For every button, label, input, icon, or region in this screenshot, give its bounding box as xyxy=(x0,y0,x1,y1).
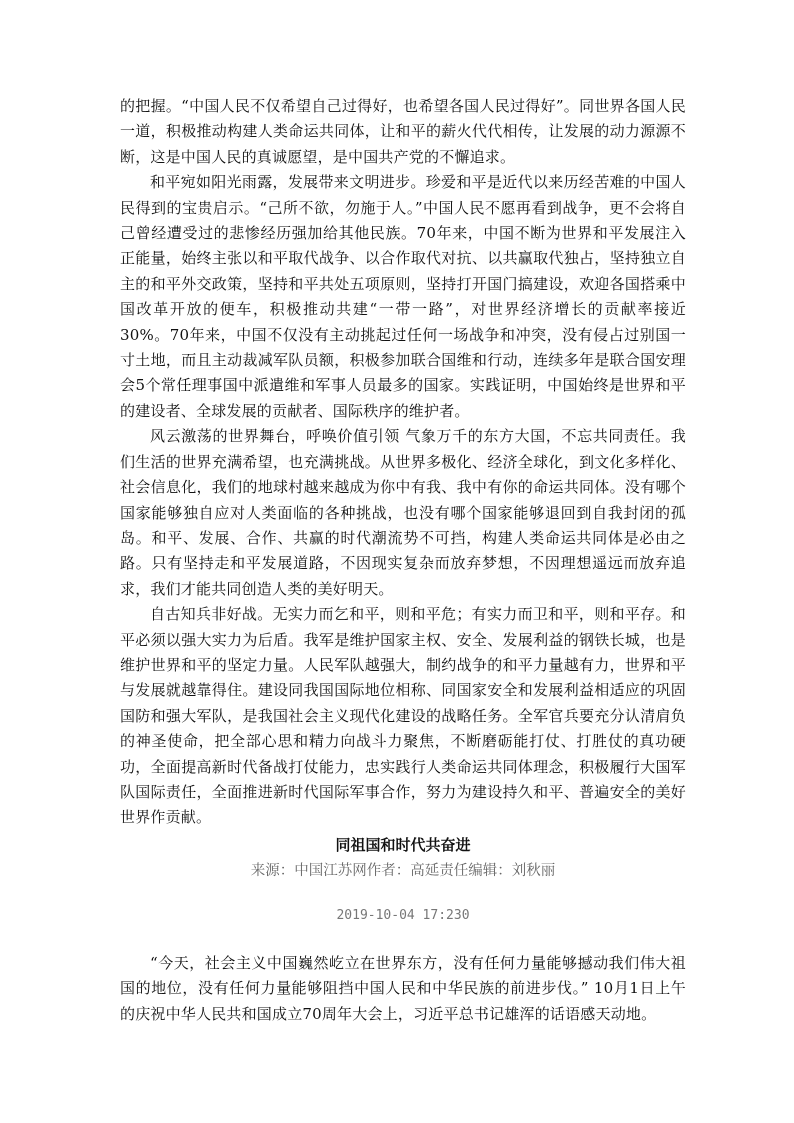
body-paragraph-1: 的把握。“中国人民不仅希望自己过得好，也希望各国人民过得好”。同世界各国人民一道，积极推动构建人类命运共同体，让和平的薪火代代相传，让发展的动力源源不断，这是中国人民的真诚愿望，是中国共产党的不懈追求。 xyxy=(120,97,686,166)
document-page xyxy=(120,94,686,1027)
article-title: 同祖国和时代共奋进 xyxy=(335,835,471,854)
article-lead-paragraph: “今天，社会主义中国巍然屹立在世界东方，没有任何力量能够撼动我们伟大祖国的地位，没有任何力量能够阻挡中国人民和中华民族的前进步伐。” 10月1日上午的庆祝中华人民共和国成立70周年大会上，习近平总书记雄浑的话语感天动地。 xyxy=(120,953,686,1023)
article-source-line: 来源：中国江苏网作者：高延责任编辑：刘秋丽 xyxy=(250,862,556,879)
body-paragraph-3: 风云激荡的世界舞台，呼唤价值引领 气象万千的东方大国，不忘共同责任。我们生活的世界充满希望，也充满挑战。从世界多极化、经济全球化，到文化多样化、社会信息化，我们的地球村越来越成为你中有我、我中有你的命运共同体。没有哪个国家能够独自应对人类面临的各种挑战，也没有哪个国家能够退回到自我封闭的孤岛。和平、发展、合作、共赢的时代潮流势不可挡，构建人类命运共同体是必由之路。只有坚持走和平发展道路，不因现实复杂而放弃梦想，不因理想遥远而放弃追求，我们才能共同创造人类的美好明天。 xyxy=(120,427,686,598)
body-paragraph-2: 和平宛如阳光雨露，发展带来文明进步。珍爱和平是近代以来历经苦难的中国人民得到的宝贵启示。“己所不欲，勿施于人。”中国人民不愿再看到战争，更不会将自己曾经遭受过的悲惨经历强加给其他民族。70年来，中国不断为世界和平发展注入正能量，始终主张以和平取代战争、以合作取代对抗、以共赢取代独占，坚持独立自主的和平外交政策，坚持和平共处五项原则，坚持打开国门搞建设，欢迎各国搭乘中国改革开放的便车，积极推动共建“一带一路”，对世界经济增长的贡献率接近30%。70年来，中国不仅没有主动挑起过任何一场战争和冲突，没有侵占过别国一寸土地，而且主动裁减军队员额，积极参加联合国维和行动，连续多年是联合国安理会5个常任理事国中派遣维和军事人员最多的国家。实践证明，中国始终是世界和平的建设者、全球发展的贡献者、国际秩序的维护者。 xyxy=(120,173,686,420)
article-date: 2019-10-04 17:230 xyxy=(336,907,470,923)
spacer xyxy=(120,926,686,951)
body-paragraph-4: 自古知兵非好战。无实力而乞和平，则和平危；有实力而卫和平，则和平存。和平必须以强大实力为后盾。我军是维护国家主权、安全、发展利益的钢铁长城，也是维护世界和平的坚定力量。人民军队越强大，制约战争的和平力量越有力，世界和平与发展就越靠得住。建设同我国国际地位相称、同国家安全和发展利益相适应的巩固国防和强大军队，是我国社会主义现代化建设的战略任务。全军官兵要充分认清肩负的神圣使命，把全部心思和精力向战斗力聚焦，不断磨砺能打仗、打胜仗的真功硬功，全面提高新时代备战打仗能力，忠实践行人类命运共同体理念，积极履行大国军队国际责任，全面推进新时代国际军事合作，努力为建设持久和平、普遍安全的美好世界作贡献。 xyxy=(120,605,686,827)
